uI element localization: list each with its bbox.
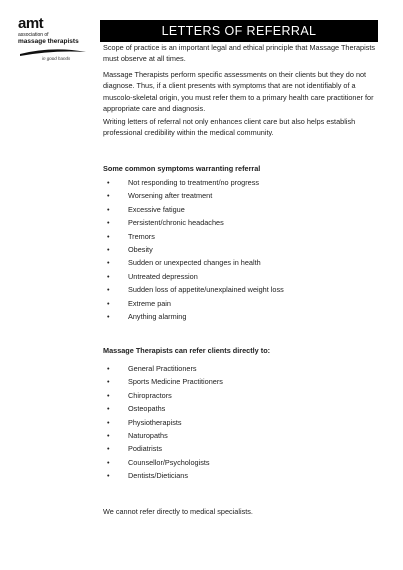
list-item-label: Tremors xyxy=(128,231,155,241)
bullet-icon: • xyxy=(107,471,110,481)
referrals-heading: Massage Therapists can refer clients directly to: xyxy=(103,346,271,355)
list-item-label: Anything alarming xyxy=(128,311,187,321)
list-item-label: Osteopaths xyxy=(128,404,166,414)
list-item xyxy=(103,375,223,388)
list-item xyxy=(103,456,223,469)
bullet-icon: • xyxy=(107,404,110,414)
list-item xyxy=(103,442,223,455)
bullet-icon: • xyxy=(107,271,110,281)
list-item-label: Podiatrists xyxy=(128,444,163,454)
bullet-icon: • xyxy=(107,231,110,241)
paragraph-assessment: Massage Therapists perform specific assessments on their clients but they do not diagnose. Thus, if a client presents with symptoms that are not identifiably of a muscolo-skeletal origin, you must refer them to a primary health care practitioner for appropriate care and diagnosis. xyxy=(103,70,374,113)
list-item-label: Not responding to treatment/no progress xyxy=(128,178,260,187)
list-item-label: Sudden or unexpected changes in health xyxy=(128,258,261,268)
logo-brand: amt xyxy=(18,15,44,32)
bullet-icon: • xyxy=(107,457,110,467)
list-item-label: Sudden loss of appetite/unexplained weight loss xyxy=(128,285,284,295)
logo-line1: association of xyxy=(18,32,49,38)
symptoms-heading: Some common symptoms warranting referral xyxy=(103,164,261,173)
list-item-label: Counsellor/Psychologists xyxy=(128,457,210,467)
list-item xyxy=(103,416,223,429)
symptoms-list xyxy=(103,176,284,323)
paragraph-letters: Writing letters of referral not only enhances client care but also helps establish professional credibility within the medical community. xyxy=(103,117,356,138)
bullet-icon: • xyxy=(107,244,110,254)
logo-tagline: in good hands xyxy=(42,56,71,61)
list-item-label: General Practitioners xyxy=(128,364,197,373)
bullet-icon: • xyxy=(107,390,110,400)
list-item xyxy=(103,230,284,243)
logo-line2: massage therapists xyxy=(18,38,79,45)
bullet-icon: • xyxy=(107,444,110,454)
bullet-icon: • xyxy=(107,204,110,214)
list-item xyxy=(103,389,223,402)
list-item xyxy=(103,283,284,296)
bullet-icon: • xyxy=(107,258,110,268)
page-title: LETTERS OF REFERRAL xyxy=(100,20,378,42)
list-item xyxy=(103,216,284,229)
closing-note: We cannot refer directly to medical specialists. xyxy=(103,507,253,516)
paragraph-scope: Scope of practice is an important legal and ethical principle that Massage Therapists must observe at all times. xyxy=(103,43,376,64)
bullet-icon: • xyxy=(107,298,110,308)
list-item xyxy=(103,469,223,482)
list-item-label: Persistent/chronic headaches xyxy=(128,218,224,228)
list-item xyxy=(103,270,284,283)
bullet-icon: • xyxy=(107,178,110,187)
list-item xyxy=(103,176,284,189)
list-item xyxy=(103,243,284,256)
bullet-icon: • xyxy=(107,377,110,387)
list-item xyxy=(103,297,284,310)
list-item xyxy=(103,310,284,323)
bullet-icon: • xyxy=(107,430,110,440)
bullet-icon: • xyxy=(107,191,110,201)
list-item-label: Worsening after treatment xyxy=(128,191,213,201)
list-item xyxy=(103,256,284,269)
list-item-label: Extreme pain xyxy=(128,298,171,308)
referrals-list xyxy=(103,362,223,483)
list-item xyxy=(103,189,284,202)
list-item-label: Obesity xyxy=(128,244,153,254)
list-item xyxy=(103,362,223,375)
amt-logo xyxy=(18,16,88,64)
list-item-label: Sports Medicine Practitioners xyxy=(128,377,223,387)
list-item-label: Untreated depression xyxy=(128,271,198,281)
list-item-label: Physiotherapists xyxy=(128,417,182,427)
bullet-icon: • xyxy=(107,311,110,321)
bullet-icon: • xyxy=(107,417,110,427)
list-item-label: Chiropractors xyxy=(128,390,172,400)
list-item-label: Dentists/Dieticians xyxy=(128,471,189,481)
list-item xyxy=(103,402,223,415)
list-item-label: Excessive fatigue xyxy=(128,204,185,214)
bullet-icon: • xyxy=(107,218,110,228)
list-item-label: Naturopaths xyxy=(128,430,168,440)
list-item xyxy=(103,429,223,442)
bullet-icon: • xyxy=(107,364,110,373)
bullet-icon: • xyxy=(107,285,110,295)
list-item xyxy=(103,203,284,216)
